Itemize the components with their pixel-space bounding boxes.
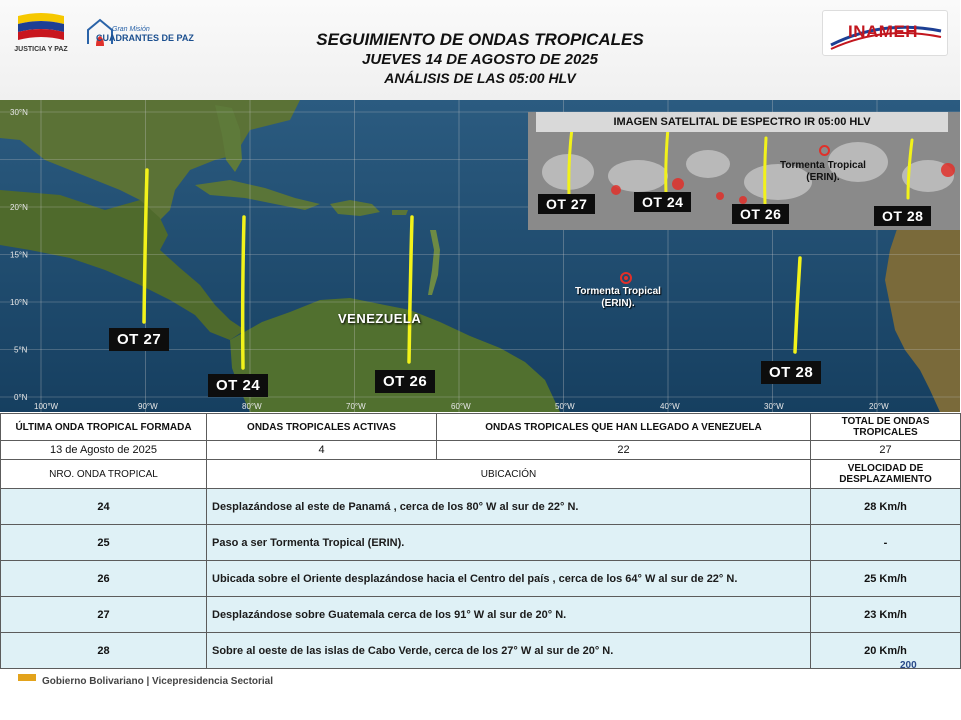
header [0, 0, 960, 100]
wave-speed: 23 Km/h [811, 597, 961, 633]
lon-label-50w: 50°W [555, 402, 575, 411]
inameh-logo-text: INAMEH [848, 22, 919, 41]
footer-logo-mark [18, 674, 36, 681]
lon-label-40w: 40°W [660, 402, 680, 411]
wave-label-ot26: OT 26 [375, 370, 435, 393]
lat-label-15n: 15°N [10, 250, 28, 260]
storm-erin-label-line1: Tormenta Tropical [575, 286, 661, 297]
value-arrived-venezuela: 22 [437, 441, 811, 460]
footer-text: Gobierno Bolivariano | Vicepresidencia Sectorial [42, 676, 274, 687]
lon-label-80w: 80°W [242, 402, 262, 411]
lat-label-20n: 20°N [10, 203, 28, 212]
table-row [1, 561, 961, 597]
wave-axis-ot24 [243, 217, 244, 368]
venezuela-label: VENEZUELA [338, 311, 422, 326]
lon-label-100w: 100°W [34, 402, 59, 411]
lat-label-10n: 10°N [10, 298, 28, 307]
lon-label-90w: 90°W [138, 402, 158, 411]
cuadrantes-de-paz-text: CUADRANTES DE PAZ [96, 33, 194, 43]
table-row [1, 489, 961, 525]
wave-number: 25 [1, 525, 207, 561]
puerto-rico [392, 210, 408, 215]
wave-location: Desplazándose sobre Guatemala cerca de los 91° W al sur de 20° N. [207, 597, 811, 633]
table-row [1, 633, 961, 669]
lon-label-70w: 70°W [346, 402, 366, 411]
date-title: JUEVES 14 DE AGOSTO DE 2025 [362, 51, 598, 68]
wave-speed: 28 Km/h [811, 489, 961, 525]
inset-wave-label-ot24: OT 24 [634, 192, 691, 212]
venezuela-flag-logo [14, 10, 68, 48]
wave-number: 28 [1, 633, 207, 669]
storm-erin-label [566, 286, 670, 310]
inset-title: IMAGEN SATELITAL DE ESPECTRO IR 05:00 HLV [536, 112, 948, 132]
wave-location: Sobre al oeste de las islas de Cabo Verde, cerca de los 27° W al sur de 20° N. [207, 633, 811, 669]
lon-label-20w: 20°W [869, 402, 889, 411]
inset-wave-label-ot26: OT 26 [732, 204, 789, 224]
table-row [1, 525, 961, 561]
wave-label-ot24: OT 24 [208, 374, 268, 397]
title-block [220, 29, 740, 87]
inset-storm-label [780, 160, 866, 184]
value-last-wave: 13 de Agosto de 2025 [1, 441, 207, 460]
footer-anniversary-mark: 200 [900, 660, 917, 671]
header-last-wave: ÚLTIMA ONDA TROPICAL FORMADA [1, 414, 207, 441]
wave-speed: 20 Km/h [811, 633, 961, 669]
wave-speed: - [811, 525, 961, 561]
header-total-waves: TOTAL DE ONDAS TROPICALES [811, 414, 961, 441]
header-location: UBICACIÓN [207, 460, 811, 489]
wave-location: Desplazándose al este de Panamá , cerca de los 80° W al sur de 22° N. [207, 489, 811, 525]
table-row [1, 597, 961, 633]
summary-values-row [1, 441, 961, 460]
wave-location: Ubicada sobre el Oriente desplazándose hacia el Centro del país , cerca de los 64° W al sur de 22° N. [207, 561, 811, 597]
lat-label-0n: 0°N [14, 393, 28, 402]
header-arrived-venezuela: ONDAS TROPICALES QUE HAN LLEGADO A VENEZUELA [437, 414, 811, 441]
wave-number: 27 [1, 597, 207, 633]
wave-speed: 25 Km/h [811, 561, 961, 597]
tropical-wave-map [0, 100, 960, 412]
analysis-title: ANÁLISIS DE LAS 05:00 HLV [384, 70, 576, 86]
header-speed: VELOCIDAD DE DESPLAZAMIENTO [811, 460, 961, 489]
lat-label-30n: 30°N [10, 108, 28, 117]
storm-erin-label-line2: (ERIN). [601, 298, 635, 309]
footer [0, 672, 960, 720]
lon-label-60w: 60°W [451, 402, 471, 411]
justicia-paz-text: JUSTICIA Y PAZ [14, 46, 68, 53]
value-active-waves: 4 [207, 441, 437, 460]
inset-storm-label-line1: Tormenta Tropical [780, 160, 866, 171]
inset-wave-label-ot27: OT 27 [538, 194, 595, 214]
lon-label-30w: 30°W [764, 402, 784, 411]
wave-label-ot27: OT 27 [109, 328, 169, 351]
inset-storm-icon [819, 145, 830, 156]
header-active-waves: ONDAS TROPICALES ACTIVAS [207, 414, 437, 441]
main-title: SEGUIMIENTO DE ONDAS TROPICALES [316, 30, 644, 49]
tropical-waves-table [0, 413, 961, 669]
inset-storm-label-line2: (ERIN). [806, 172, 840, 183]
wave-number: 24 [1, 489, 207, 525]
wave-label-ot28: OT 28 [761, 361, 821, 384]
storm-erin-icon [620, 272, 632, 284]
inset-wave-label-ot28: OT 28 [874, 206, 931, 226]
header-wave-number: NRO. ONDA TROPICAL [1, 460, 207, 489]
detail-header-row [1, 460, 961, 489]
value-total-waves: 27 [811, 441, 961, 460]
gran-mision-small-text: Gran Misión [112, 26, 150, 33]
wave-location: Paso a ser Tormenta Tropical (ERIN). [207, 525, 811, 561]
wave-number: 26 [1, 561, 207, 597]
summary-header-row [1, 414, 961, 441]
lat-label-5n: 5°N [14, 345, 28, 355]
